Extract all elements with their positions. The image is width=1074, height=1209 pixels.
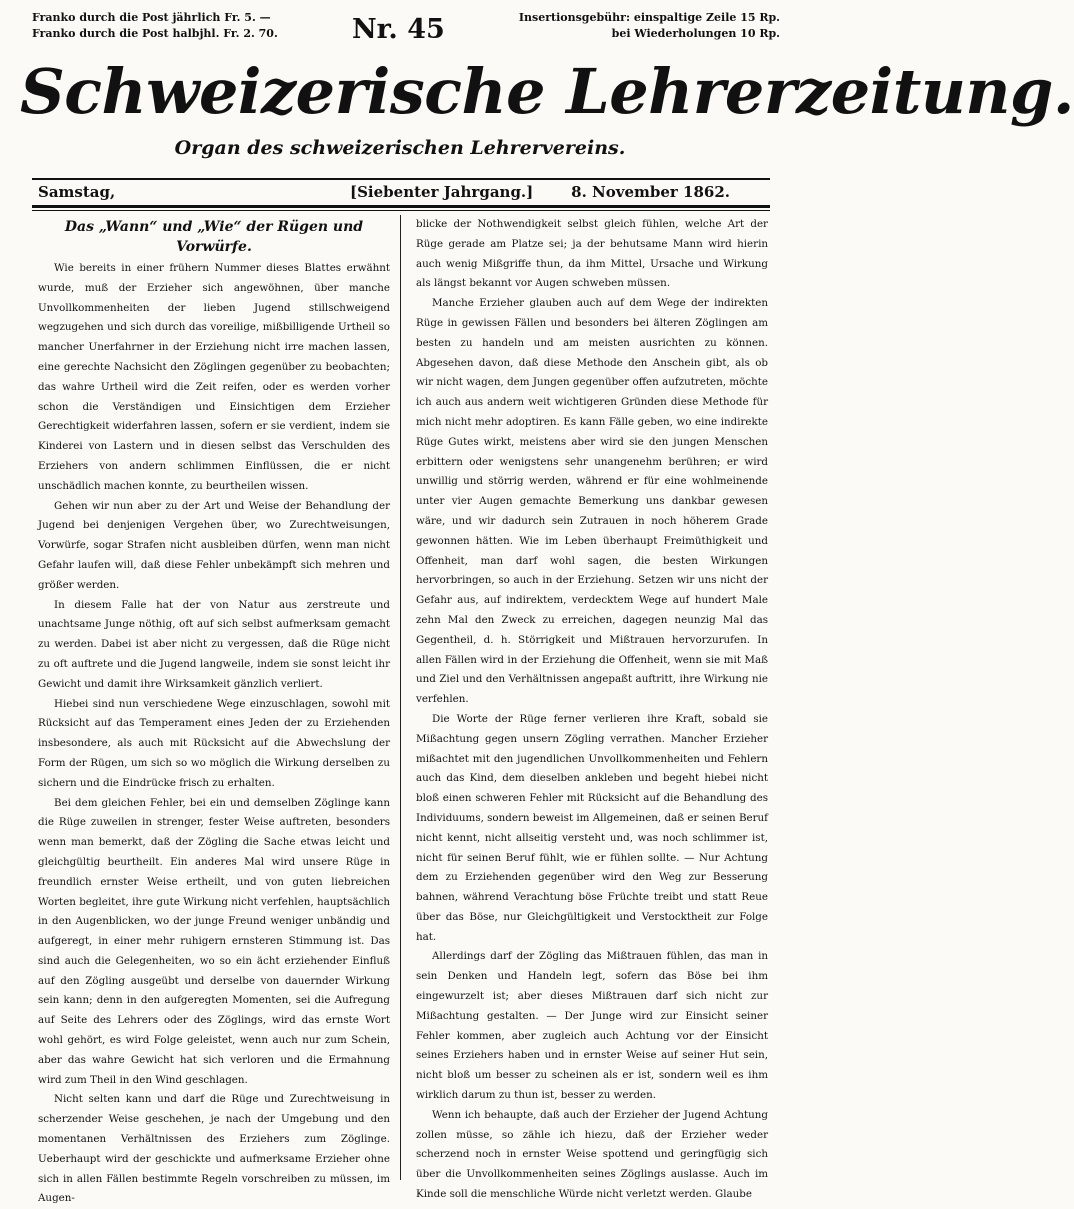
right-paragraph: Wenn ich behaupte, daß auch der Erzieher der Jugend Achtung zollen müsse, so zähle ich hiezu, daß der Erzieher weder scherzend noch in ernster Weise spottend und geringfügig sich über die Unvollkommenheiten seines Zöglings auslasse. Auch im Kinde soll die menschliche Würde nicht verletzt werden. Glaube bbox=[416, 1108, 768, 1201]
right-paragraph: Die Worte der Rüge ferner verlieren ihre Kraft, sobald sie Mißachtung gegen unsern Zögling verrathen. Mancher Erzieher mißachtet mit den jugendlichen Unvollkommenheiten und Fehlern auch das Kind, dem dieselben ankleben und begeht hiebei nicht bloß einen schweren Fehler mit Rücksicht auf die Behandlung des Individuums, sondern beweist im Allgemeinen, daß er seinen Beruf nicht kennt, nicht allseitig versteht und, was noch schlimmer ist, nicht für seinen Beruf fühlt, wie er fühlen sollte. — Nur Achtung dem zu Erziehenden gegenüber wird den Weg zur Besserung bahnen, während Verachtung böse Früchte treibt und statt Reue über das Böse, nur Gleichgültigkeit und Verstocktheit zur Folge hat. bbox=[416, 712, 768, 943]
left-paragraph: Gehen wir nun aber zu der Art und Weise der Behandlung der Jugend bei denjenigen Vergehen über, wo Zurechtweisungen, Vorwürfe, sogar Strafen nicht ausbleiben dürfen, wenn man nicht Gefahr laufen will, daß diese Fehler unbekämpft sich mehren und größer werden. bbox=[38, 499, 390, 591]
top-rule bbox=[32, 178, 770, 180]
subscription-line-halfyear: Franko durch die Post halbjhl. Fr. 2. 70. bbox=[32, 27, 278, 40]
bottom-rule-thin bbox=[32, 210, 770, 211]
right-paragraph: blicke der Nothwendigkeit selbst gleich fühlen, welche Art der Rüge gerade am Platze sei; ja der behutsame Mann wird hierin auch wenig Mißgriffe thun, da ihm Mittel, Ursache und Wirkung als längst bekannt vor Augen schweben müssen. bbox=[416, 218, 768, 290]
subscription-line-yearly: Franko durch die Post jährlich Fr. 5. — bbox=[32, 11, 271, 24]
right-paragraph: Allerdings darf der Zögling das Mißtrauen fühlen, das man in sein Denken und Handeln legt, sofern das Böse bei ihm eingewurzelt ist; aber dieses Mißtrauen darf sich nicht zur Mißachtung gestalten. — Der Junge wird zur Einsicht seiner Fehler kommen, aber zugleich auch Achtung vor der Einsicht seines Erziehers haben und in ernster Weise auf seiner Hut sein, nicht bloß um besser zu scheinen als er ist, sondern weil es ihm wirklich darum zu thun ist, besser zu werden. bbox=[416, 950, 768, 1102]
weekday: Samstag, bbox=[38, 183, 116, 201]
left-paragraph: Nicht selten kann und darf die Rüge und Zurechtweisung in scherzender Weise geschehen, je nach der Umgebung und den momentanen Verhältnissen des Erziehers zum Zöglinge. Ueberhaupt wird der geschickte und aufmerksame Erzieher ohne sich in allen Fällen bestimmte Regeln vorschreiben zu müssen, im Augen- bbox=[38, 1093, 390, 1205]
right-paragraph: Manche Erzieher glauben auch auf dem Wege der indirekten Rüge in gewissen Fällen und besonders bei älteren Zöglingen am besten zu handeln und am meisten ausrichten zu können. Abgesehen davon, daß diese Methode den Anschein gibt, als ob wir nicht wagen, dem Jungen gegenüber offen aufzutreten, möchte ich auch aus andern weit wichtigeren Gründen diese Methode für mich nicht mehr adoptiren. Es kann Fälle geben, wo eine indirekte Rüge Gutes wirkt, meistens aber wird sie den jungen Menschen erbittern oder wenigstens sehr unangenehm berühren; er wird unwillig und störrig werden, während er für eine wohlmeinende unter vier Augen gemachte Bemerkung uns dankbar gewesen wäre, und wir dadurch sein Zutrauen in noch höherem Grade gewonnen hätten. Wie im Leben überhaupt Freimüthigkeit und Offenheit, man darf wohl sagen, die besten Wirkungen hervorbringen, so auch in der Erziehung. Setzen wir uns nicht der Gefahr aus, auf indirektem, verdecktem Wege auf hundert Male zehn Mal den Zweck zu erreichen, dagegen neunzig Mal das Gegentheil, d. h. Störrigkeit und Mißtrauen hervorzurufen. In allen Fällen wird in der Erziehung die Offenheit, wenn sie mit Maß und Ziel und den Verhältnissen angepaßt auftritt, ihre Wirkung nie verfehlen. bbox=[416, 297, 768, 706]
issue-date: 8. November 1862. bbox=[571, 183, 730, 201]
masthead-subtitle: Organ des schweizerischen Lehrervereins. bbox=[174, 137, 626, 159]
column-divider bbox=[400, 215, 401, 1180]
bottom-rule-thick bbox=[32, 205, 770, 208]
left-column bbox=[38, 215, 390, 1209]
dateline bbox=[32, 183, 770, 205]
insertion-fee-info bbox=[519, 10, 780, 42]
left-paragraph: Wie bereits in einer frühern Nummer dieses Blattes erwähnt wurde, muß der Erzieher sich angewöhnen, über manche Unvollkommenheiten der lieben Jugend stillschweigend wegzugehen und sich durch das voreilige, mißbilligende Urtheil so mancher Unerfahrner in der Erziehung nicht irre machen lassen, eine gerechte Nachsicht den Zöglingen gegenüber zu beobachten; das wahre Urtheil wird die Zeit reifen, oder es werden vorher schon die Verständigen und Einsichtigen dem Erzieher Gerechtigkeit widerfahren lassen, sofern er sie verdient, indem sie Kinderei von Lastern und in diesen selbst das Verschulden des Erziehers von andern schlimmen Einflüssen, die er nicht unschädlich machen konnte, zu beurtheilen wissen. bbox=[38, 262, 390, 492]
subscription-info bbox=[32, 10, 278, 42]
insertion-line-repeat: bei Wiederholungen 10 Rp. bbox=[611, 27, 780, 40]
masthead-title: Schweizerische Lehrerzeitung. bbox=[20, 55, 1074, 128]
left-paragraph: In diesem Falle hat der von Natur aus zerstreute und unachtsame Junge nöthig, oft auf sich selbst aufmerksam gemacht zu werden. Dabei ist aber nicht zu vergessen, daß die Rüge nicht zu oft auftrete und die Jugend langweile, indem sie sonst leicht ihr Gewicht und damit ihre Wirksamkeit gänzlich verliert. bbox=[38, 598, 390, 690]
issue-number: Nr. 45 bbox=[352, 14, 445, 45]
left-paragraph: Bei dem gleichen Fehler, bei ein und demselben Zöglinge kann die Rüge zuweilen in strenger, fester Weise auftreten, besonders wenn man bemerkt, daß der Zögling die Sache etwas leicht und gleichgültig beurtheilt. Ein anderes Mal wird unsere Rüge in freundlich ernster Weise ertheilt, und von guten liebreichen Worten begleitet, ihre gute Wirkung nicht verfehlen, hauptsächlich in den Augenblicken, wo der junge Freund weniger unbändig und aufgeregt, in einer mehr ruhigern ernsteren Stimmung ist. Das sind auch die Gelegenheiten, wo so ein ächt erziehender Einfluß auf den Zögling ausgeübt und derselbe von dauernder Wirkung sein kann; denn in den aufgeregten Momenten, sei die Aufregung auf Seite des Lehrers oder des Zöglings, wird das ernste Wort wohl gehört, es wird Folge geleistet, wenn auch nur zum Schein, aber das wahre Gewicht hat sich verloren und die Ermahnung wird zum Theil in den Wind geschlagen. bbox=[38, 796, 390, 1086]
right-column bbox=[416, 215, 768, 1205]
article-title: Das „Wann“ und „Wie“ der Rügen und Vorwürfe. bbox=[64, 219, 364, 255]
left-paragraph: Hiebei sind nun verschiedene Wege einzuschlagen, sowohl mit Rücksicht auf das Temperament eines Jeden der zu Erziehenden insbesondere, als auch mit Rücksicht auf die Abwechslung der Form der Rügen, um sich so wo möglich die Wirkung derselben zu sichern und die Eindrücke frisch zu erhalten. bbox=[38, 697, 390, 789]
insertion-line-single: Insertionsgebühr: einspaltige Zeile 15 Rp. bbox=[518, 11, 780, 24]
volume: [Siebenter Jahrgang.] bbox=[350, 183, 534, 201]
